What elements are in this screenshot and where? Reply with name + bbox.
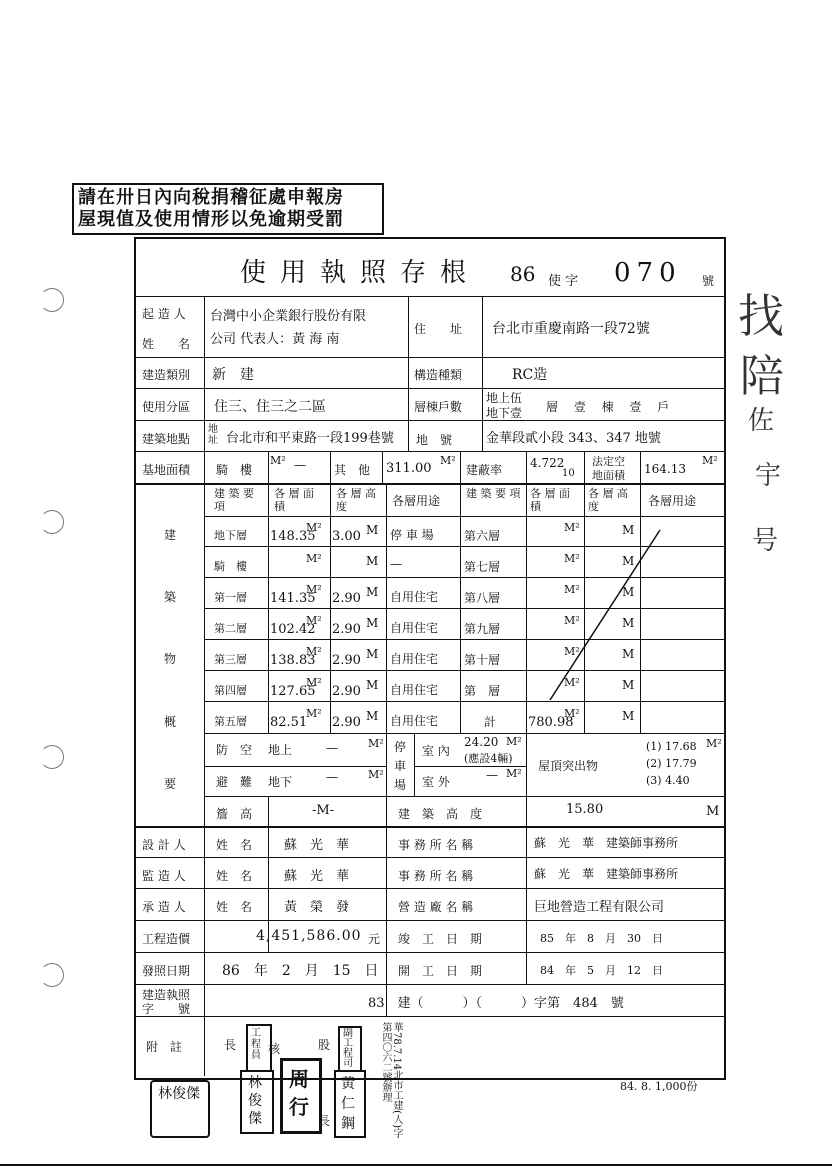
floors-label: 層棟戶數 — [414, 400, 463, 414]
unit-m2: M² — [306, 552, 322, 565]
owner-name-line2: 公司 代表人：黃 海 南 — [210, 332, 340, 347]
official-seal — [280, 1058, 322, 1134]
name-seal-stamp — [150, 1080, 210, 1138]
designer-office-label: 事 務 所 名 稱 — [398, 838, 474, 852]
indoor-label: 室 內 — [422, 744, 450, 758]
legal-label-2: 地面積 — [592, 469, 625, 482]
header-height: 各 層 高 度 — [336, 487, 376, 513]
shelter-above: 地上 — [268, 743, 293, 757]
floor-use: 自用住宅 — [390, 683, 439, 697]
permit-ref-label-2: 字 號 — [142, 1002, 191, 1016]
cancel-stroke — [540, 520, 670, 710]
owner-address: 台北市重慶南路一段72號 — [492, 321, 650, 337]
start-date: 84 年 5 月 12 日 — [540, 964, 663, 977]
print-note: 84. 8. 1,000份 — [620, 1080, 698, 1093]
header-item-r: 建 築 要 項 — [466, 487, 521, 500]
floor-area: 102.42 — [270, 622, 316, 637]
officer-name: 黃仁鋼 — [341, 1076, 355, 1132]
coverage-value: 4.722 — [530, 456, 565, 470]
issue-date: 86 年 2 月 15 日 — [222, 963, 379, 979]
unit-m2: M² — [306, 707, 322, 720]
section-chief-label: 長 — [318, 1114, 331, 1128]
building-type-label: 建造類別 — [142, 368, 191, 382]
owner-address-label: 住 址 — [414, 322, 463, 336]
lot-value: 金華段貳小段 343、347 地號 — [486, 431, 661, 446]
floors-rest: 層 壹 棟 壹 戶 — [546, 400, 670, 414]
issue-label: 發照日期 — [142, 964, 191, 978]
unit-m2: M² — [564, 676, 580, 689]
engineer-name: 林俊傑 — [248, 1075, 262, 1127]
other-value: 311.00 — [386, 461, 432, 476]
eave-label: 簷 高 — [216, 807, 253, 821]
other-label: 其 他 — [334, 463, 371, 477]
structure-value: RC造 — [512, 367, 548, 383]
permit-ref-label-1: 建造執照 — [142, 988, 191, 1002]
unit-m2: M² — [706, 737, 722, 750]
permit-word: 使 字 — [548, 274, 579, 289]
floor-use: 自用住宅 — [390, 714, 439, 728]
unit-m: M — [366, 709, 379, 723]
floor-label: 第九層 — [464, 622, 501, 636]
unit-m: M — [622, 647, 635, 661]
shelter-dash: — — [326, 770, 338, 784]
roof-value: (2) 17.79 — [646, 757, 697, 770]
officer-title: 副工程司 — [343, 1028, 353, 1069]
roof-value: (3) 4.40 — [646, 774, 690, 787]
unit-m2: M² — [306, 645, 322, 658]
contractor-firm: 巨地營造工程有限公司 — [534, 900, 665, 915]
engineer-title: 工程員 — [251, 1028, 261, 1061]
complete-date: 85 年 8 月 30 日 — [540, 932, 663, 945]
roof-label: 屋頂突出物 — [538, 759, 599, 773]
structure-label: 構造種類 — [414, 368, 463, 382]
section-label: 股 — [318, 1038, 331, 1052]
cost-unit: 元 — [368, 932, 381, 946]
floors-above: 地上伍 — [486, 391, 523, 405]
unit-m: M — [366, 554, 379, 568]
floor-label: 第 層 — [464, 684, 501, 698]
floor-label: 第四層 — [214, 684, 247, 697]
unit-m2: M² — [306, 583, 322, 596]
legal-label-1: 法定空 — [592, 455, 625, 468]
floor-use: 停 車 場 — [390, 528, 434, 542]
header-use: 各層用途 — [392, 494, 441, 508]
designer-label: 設 計 人 — [142, 838, 186, 852]
shelter-label-2: 避 難 — [216, 775, 253, 789]
notice-line-1: 請在卅日內向稅捐稽征處申報房 — [78, 187, 344, 208]
unit-m2: M² — [306, 521, 322, 534]
floor-area: 780.98 — [528, 715, 574, 730]
unit-m2: M² — [270, 454, 286, 467]
zoning-label: 使用分區 — [142, 400, 191, 414]
remarks-label: 附 註 — [146, 1040, 183, 1054]
supervisor-office-label: 事 務 所 名 稱 — [398, 869, 474, 883]
unit-m2: M² — [440, 454, 456, 467]
site-label: 建築地點 — [142, 432, 191, 446]
floors-below: 地下壹 — [486, 406, 523, 420]
designer-name-label: 姓 名 — [216, 838, 253, 852]
outdoor-label: 室 外 — [422, 775, 450, 789]
engineer-name-seal — [240, 1070, 274, 1134]
unit-m2: M² — [564, 707, 580, 720]
owner-label-top: 起 造 人 — [142, 307, 186, 321]
floor-height: 2.90 — [332, 715, 361, 730]
eave-value: -M- — [312, 803, 335, 818]
unit-m2: M² — [506, 767, 522, 780]
form-title: 使用執照存根 — [240, 258, 481, 288]
site-address: 台北市和平東路一段199巷號 — [226, 431, 394, 446]
contractor-name: 黃 榮 發 — [284, 900, 350, 915]
parking-label: 停 — [394, 740, 407, 754]
floor-label: 第八層 — [464, 591, 501, 605]
unit-m2: M² — [368, 737, 384, 750]
unit-m: M — [622, 709, 635, 723]
cost-value: 4,451,586.00 — [256, 928, 362, 944]
unit-m2: M² — [564, 583, 580, 596]
unit-m: M — [622, 678, 635, 692]
margin-glyph: 号 — [752, 526, 779, 556]
unit-m: M — [366, 678, 379, 692]
legal-value: 164.13 — [644, 462, 686, 476]
floor-area: 82.51 — [270, 715, 308, 730]
complete-label: 竣 工 日 期 — [398, 932, 483, 946]
coverage-den: 10 — [562, 468, 575, 479]
side-label: 概 — [164, 715, 177, 729]
parking-label: 車 — [394, 759, 407, 773]
floor-height: 2.90 — [332, 622, 361, 637]
start-label: 開 工 日 期 — [398, 964, 483, 978]
floor-height: 3.00 — [332, 529, 361, 544]
header-area: 各 層 面 積 — [274, 487, 314, 513]
owner-name-line1: 台灣中小企業銀行股份有限 — [210, 309, 367, 324]
permit-number: 070 — [614, 258, 682, 288]
bldg-height-value: 15.80 — [566, 802, 604, 817]
floor-use: 自用住宅 — [390, 590, 439, 604]
supervisor-name: 蘇 光 華 — [284, 869, 350, 884]
punch-hole-icon — [40, 288, 64, 312]
margin-glyph: 找 — [738, 289, 784, 343]
shelter-dash: — — [486, 768, 498, 782]
contractor-firm-label: 營 造 廠 名 稱 — [398, 900, 474, 914]
unit-m: M — [366, 616, 379, 630]
side-label: 要 — [164, 777, 177, 791]
floor-use: 自用住宅 — [390, 652, 439, 666]
floor-label: 騎 樓 — [214, 560, 247, 573]
punch-hole-icon — [40, 510, 64, 534]
bldg-height-label: 建 築 高 度 — [398, 807, 483, 821]
floor-label: 計 — [484, 715, 497, 729]
floor-label: 第一層 — [214, 591, 247, 604]
floor-label: 地下層 — [214, 529, 247, 542]
unit-m: M — [622, 616, 635, 630]
officer-seal — [338, 1026, 362, 1072]
floor-area: 141.35 — [270, 591, 316, 606]
unit-m: M — [622, 585, 635, 599]
name-seal-text: 林俊傑 — [158, 1086, 200, 1102]
permit-number-suffix: 號 — [702, 274, 715, 288]
unit-m: M — [366, 585, 379, 599]
indoor-note: (應設4輛) — [464, 752, 513, 765]
official-seal-text: 周行 — [289, 1067, 309, 1119]
unit-m2: M² — [702, 454, 718, 467]
side-label: 物 — [164, 652, 177, 666]
indoor-value: 24.20 — [464, 735, 499, 749]
floor-use: 自用住宅 — [390, 621, 439, 635]
unit-m2: M² — [564, 645, 580, 658]
chief-label: 長 — [224, 1038, 237, 1052]
bldg-height-unit: M — [706, 804, 720, 819]
permit-ref-value: 83 建（ ）（ ）字第 484 號 — [368, 996, 624, 1011]
unit-m2: M² — [506, 735, 522, 748]
floor-label: 第七層 — [464, 560, 501, 574]
floor-area: 138.83 — [270, 653, 316, 668]
base-area-label: 基地面積 — [142, 463, 191, 477]
floor-label: 第二層 — [214, 622, 247, 635]
shelter-below: 地下 — [268, 775, 293, 789]
designer-office: 蘇 光 華 建築師事務所 — [534, 836, 679, 850]
shelter-dash: — — [326, 741, 338, 755]
floor-label: 第三層 — [214, 653, 247, 666]
roof-value: (1) 17.68 — [646, 740, 697, 753]
floor-height: 2.90 — [332, 653, 361, 668]
building-type-value: 新 建 — [212, 367, 254, 383]
contractor-label: 承 造 人 — [142, 900, 186, 914]
officer-name-seal — [334, 1070, 366, 1138]
unit-m: M — [622, 554, 635, 568]
side-label: 建 — [164, 528, 177, 542]
unit-m: M — [622, 523, 635, 537]
coverage-label: 建蔽率 — [466, 463, 503, 477]
floor-height: 2.90 — [332, 684, 361, 699]
notice-line-2: 屋現值及使用情形以免逾期受罰 — [78, 209, 344, 230]
zoning-value: 住三、住三之二區 — [214, 399, 326, 415]
unit-m2: M² — [564, 521, 580, 534]
unit-m: M — [366, 647, 379, 661]
unit-m2: M² — [306, 676, 322, 689]
arcade-value: — — [294, 458, 306, 472]
margin-glyph: 佐 — [748, 406, 775, 436]
unit-m: M — [366, 523, 379, 537]
margin-glyph: 宇 — [755, 461, 782, 491]
header-area-r: 各 層 面 積 — [530, 487, 570, 513]
floor-area: 148.35 — [270, 529, 316, 544]
supervisor-office: 蘇 光 華 建築師事務所 — [534, 867, 679, 881]
side-label: 築 — [164, 590, 177, 604]
floor-label: 第十層 — [464, 653, 501, 667]
lot-tag: 地 號 — [416, 433, 453, 447]
site-tag: 地址 — [208, 424, 218, 446]
floor-label: 第六層 — [464, 529, 501, 543]
tax-notice-stamp — [72, 183, 384, 235]
margin-glyph: 陪 — [740, 351, 784, 402]
floor-height: 2.90 — [332, 591, 361, 606]
owner-label-bottom: 姓 名 — [142, 337, 191, 351]
header-height-r: 各 層 高 度 — [588, 487, 628, 513]
punch-hole-icon — [40, 963, 64, 987]
cost-label: 工程造價 — [142, 932, 191, 946]
unit-m2: M² — [564, 614, 580, 627]
reviewer-label: 核 — [268, 1042, 281, 1056]
unit-m2: M² — [306, 614, 322, 627]
supervisor-name-label: 姓 名 — [216, 869, 253, 883]
unit-m2: M² — [368, 768, 384, 781]
header-item: 建 築 要 項 — [214, 487, 254, 513]
shelter-label-1: 防 空 — [216, 743, 253, 757]
vertical-note: 華78.7.14北市工建(人)字第四〇六二號辦理 — [380, 1022, 402, 1138]
contractor-name-label: 姓 名 — [216, 900, 253, 914]
parking-label: 場 — [394, 778, 407, 792]
punch-hole-icon — [40, 745, 64, 769]
floor-label: 第五層 — [214, 715, 247, 728]
floor-use: — — [390, 557, 402, 571]
arcade-label: 騎 樓 — [216, 463, 253, 477]
supervisor-label: 監 造 人 — [142, 869, 186, 883]
unit-m2: M² — [564, 552, 580, 565]
header-use-r: 各層用途 — [648, 494, 697, 508]
permit-year: 86 — [510, 262, 536, 286]
designer-name: 蘇 光 華 — [284, 838, 350, 853]
floor-area: 127.65 — [270, 684, 316, 699]
